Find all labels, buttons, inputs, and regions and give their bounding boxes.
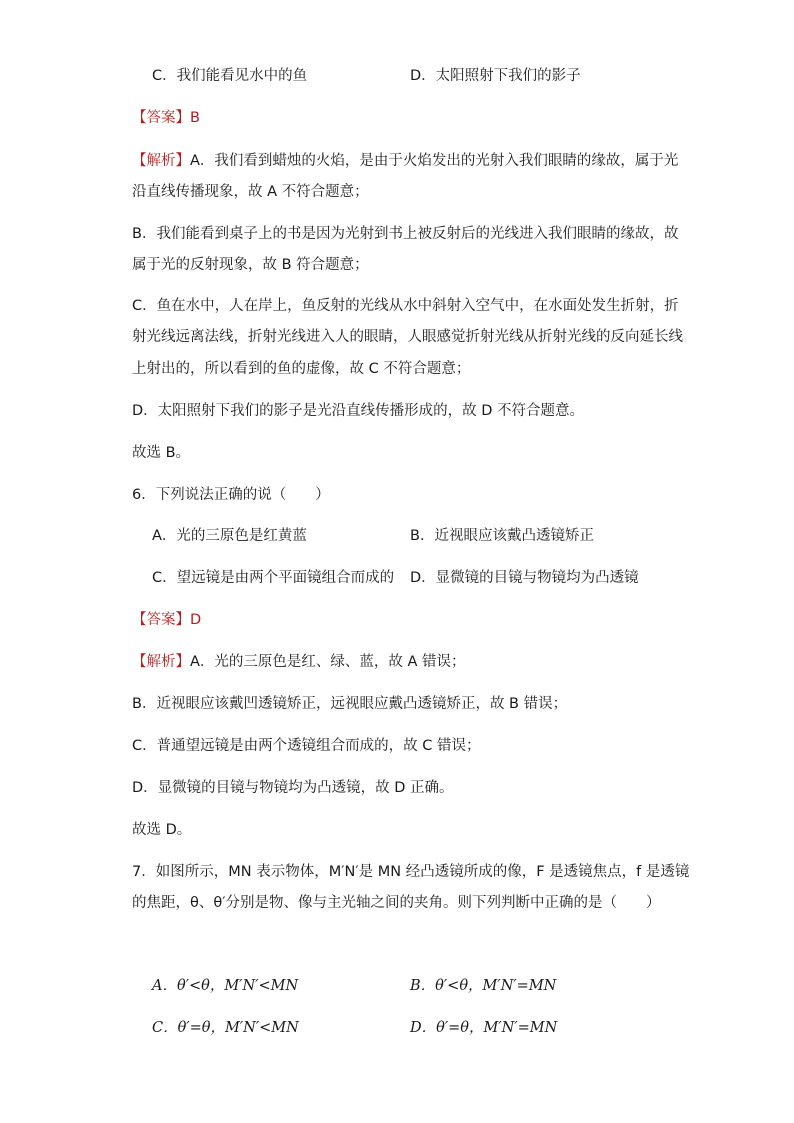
q5-analysis-line-4: 属于光的反射现象，故 B 符合题意； [132,257,369,273]
q5-option-c: C．我们能看见水中的鱼 [152,68,308,84]
q5-conclusion: 故选 B。 [132,445,191,461]
q7-stem-line-2: 的焦距，θ、θ′分别是物、像与主光轴之间的夹角。则下列判断中正确的是（ ） [132,895,661,911]
q6-analysis-line-3: C．普通望远镜是由两个透镜组合而成的，故 C 错误； [132,738,481,754]
q6-option-a: A．光的三原色是红黄蓝 [152,528,307,544]
q7-option-d: D．θ′=θ，M′N′=MN [410,1020,558,1036]
q5-analysis-tag: 【解析】 [132,153,190,169]
q5-answer-value: B [190,110,200,126]
q5-option-d: D．太阳照射下我们的影子 [410,68,581,84]
q6-analysis-tag: 【解析】 [132,654,190,670]
q6-option-c: C．望远镜是由两个平面镜组合而成的 [152,570,395,586]
q7-option-a: A．θ′<θ，M′N′<MN [152,978,299,994]
q5-analysis-line-6: 射光线远离法线，折射光线进入人的眼睛，人眼感觉折射光线从折射光线的反向延长线 [132,329,683,345]
q6-analysis-line-4: D．显微镜的目镜与物镜均为凸透镜，故 D 正确。 [132,780,454,796]
q6-answer-tag: 【答案】 [132,612,190,628]
q7-stem-line-1: 7．如图所示，MN 表示物体，M′N′是 MN 经凸透镜所成的像，F 是透镜焦点，f 是透镜 [132,864,690,880]
q5-analysis-line-5: C．鱼在水中，人在岸上，鱼反射的光线从水中斜射入空气中，在水面处发生折射，折 [132,298,679,314]
q5-analysis-line-8: D．太阳照射下我们的影子是光沿直线传播形成的，故 D 不符合题意。 [132,403,585,419]
q5-analysis-line-7: 上射出的，所以看到的鱼的虚像，故 C 不符合题意； [132,361,471,377]
q5-answer-tag: 【答案】 [132,110,190,126]
q5-analysis-line-2: 沿直线传播现象，故 A 不符合题意； [132,184,369,200]
q6-analysis-line-1 [132,652,672,672]
q5-analysis-line-1 [132,151,679,171]
q6-option-b: B．近视眼应该戴凸透镜矫正 [410,528,594,544]
q6-analysis-line-2: B．近视眼应该戴凹透镜矫正，远视眼应戴凸透镜矫正，故 B 错误； [132,696,568,712]
q5-analysis-line-3: B．我们能看到桌子上的书是因为光射到书上被反射后的光线进入我们眼睛的缘故，故 [132,226,679,242]
q6-stem: 6．下列说法正确的说（ ） [132,487,330,503]
q5-analysis-text-1: A．我们看到蜡烛的火焰，是由于火焰发出的光射入我们眼睛的缘故，属于光 [190,153,679,169]
q5-answer [132,108,672,128]
q7-option-b: B．θ′<θ，M′N′=MN [410,978,557,994]
q6-answer-value: D [190,612,202,628]
q6-analysis-text-1: A．光的三原色是红、绿、蓝，故 A 错误； [190,654,466,670]
q6-answer [132,610,672,630]
q7-option-c: C．θ′=θ，M′N′<MN [152,1020,299,1036]
q6-option-d: D．显微镜的目镜与物镜均为凸透镜 [410,570,639,586]
q6-conclusion: 故选 D。 [132,822,192,838]
